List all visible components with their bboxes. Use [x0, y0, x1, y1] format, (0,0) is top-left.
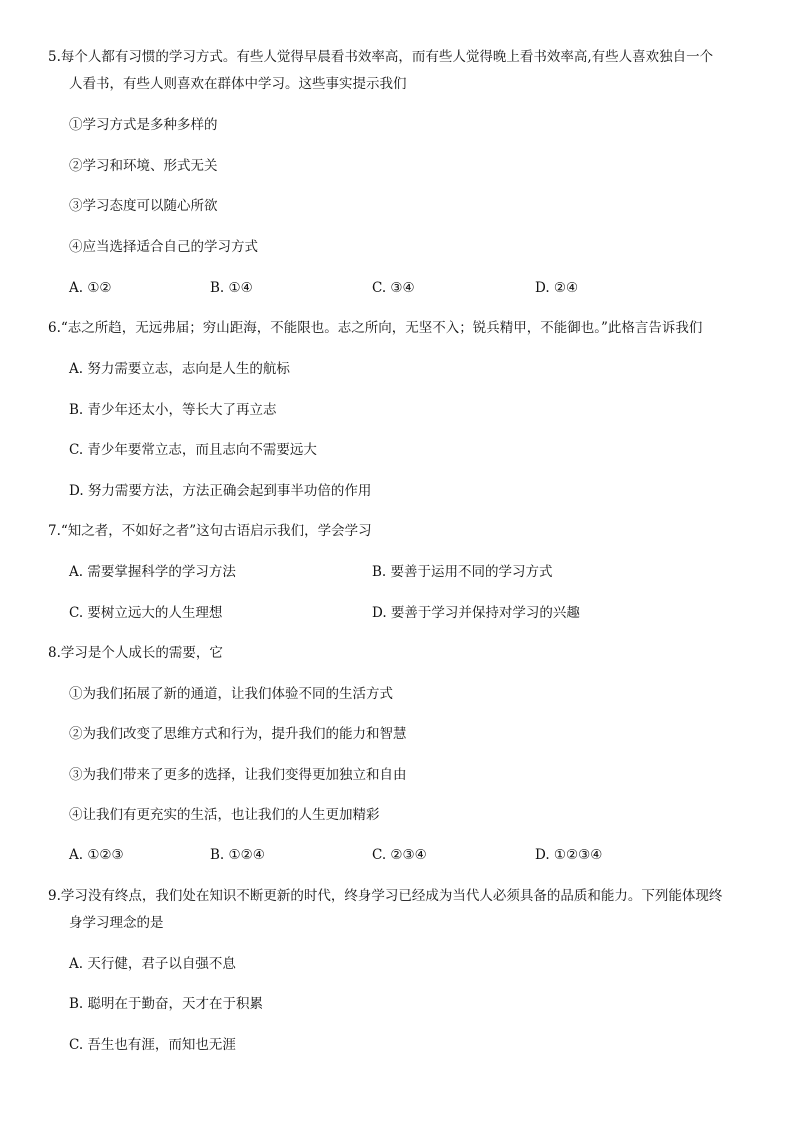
- question-8-statement-2: ②为我们改变了思维方式和行为，提升我们的能力和智慧: [69, 726, 407, 742]
- question-8-option-a[interactable]: A. ①②③: [69, 847, 124, 863]
- question-5-stem-line2: 人看书，有些人则喜欢在群体中学习。这些事实提示我们: [69, 76, 407, 92]
- question-7-stem: 7.“知之者，不如好之者”这句古语启示我们，学会学习: [48, 523, 372, 539]
- question-6-option-a[interactable]: A. 努力需要立志，志向是人生的航标: [69, 361, 290, 377]
- question-7-option-d[interactable]: D. 要善于学习并保持对学习的兴趣: [372, 605, 580, 621]
- question-8-statement-1: ①为我们拓展了新的通道，让我们体验不同的生活方式: [69, 686, 393, 702]
- question-5-stem-line1: 5.每个人都有习惯的学习方式。有些人觉得早晨看书效率高，而有些人觉得晚上看书效率高,有些人喜欢独自一个: [48, 49, 714, 65]
- question-7-option-b[interactable]: B. 要善于运用不同的学习方式: [372, 564, 553, 580]
- question-5-option-a[interactable]: A. ①②: [69, 280, 112, 296]
- question-7-option-a[interactable]: A. 需要掌握科学的学习方法: [69, 564, 236, 580]
- question-9-option-c[interactable]: C. 吾生也有涯，而知也无涯: [69, 1037, 236, 1053]
- question-9-stem-line1: 9.学习没有终点，我们处在知识不断更新的时代，终身学习已经成为当代人必须具备的品质和能力。下列能体现终: [48, 888, 723, 904]
- question-5-option-b[interactable]: B. ①④: [210, 280, 253, 296]
- question-9-option-a[interactable]: A. 天行健，君子以自强不息: [69, 956, 236, 972]
- question-5-option-c[interactable]: C. ③④: [372, 280, 415, 296]
- question-5-statement-4: ④应当选择适合自己的学习方式: [69, 239, 258, 255]
- question-6-option-b[interactable]: B. 青少年还太小，等长大了再立志: [69, 402, 277, 418]
- question-8-option-b[interactable]: B. ①②④: [210, 847, 265, 863]
- question-8-statement-4: ④让我们有更充实的生活，也让我们的人生更加精彩: [69, 807, 380, 823]
- question-5-statement-1: ①学习方式是多种多样的: [69, 117, 218, 133]
- question-5-statement-2: ②学习和环境、形式无关: [69, 158, 218, 174]
- question-8-option-d[interactable]: D. ①②③④: [535, 847, 603, 863]
- question-6-stem: 6.“志之所趋，无远弗届；穷山距海，不能限也。志之所向，无坚不入；锐兵精甲，不能御也。”此格言告诉我们: [48, 320, 703, 336]
- question-5-option-d[interactable]: D. ②④: [535, 280, 579, 296]
- question-8-stem: 8.学习是个人成长的需要，它: [48, 645, 223, 661]
- question-7-option-c[interactable]: C. 要树立远大的人生理想: [69, 605, 223, 621]
- question-9-stem-line2: 身学习理念的是: [69, 915, 164, 931]
- question-8-statement-3: ③为我们带来了更多的选择，让我们变得更加独立和自由: [69, 767, 407, 783]
- question-5-statement-3: ③学习态度可以随心所欲: [69, 198, 218, 214]
- question-8-option-c[interactable]: C. ②③④: [372, 847, 427, 863]
- question-6-option-d[interactable]: D. 努力需要方法，方法正确会起到事半功倍的作用: [69, 483, 372, 499]
- question-9-option-b[interactable]: B. 聪明在于勤奋，天才在于积累: [69, 996, 264, 1012]
- question-6-option-c[interactable]: C. 青少年要常立志，而且志向不需要远大: [69, 442, 317, 458]
